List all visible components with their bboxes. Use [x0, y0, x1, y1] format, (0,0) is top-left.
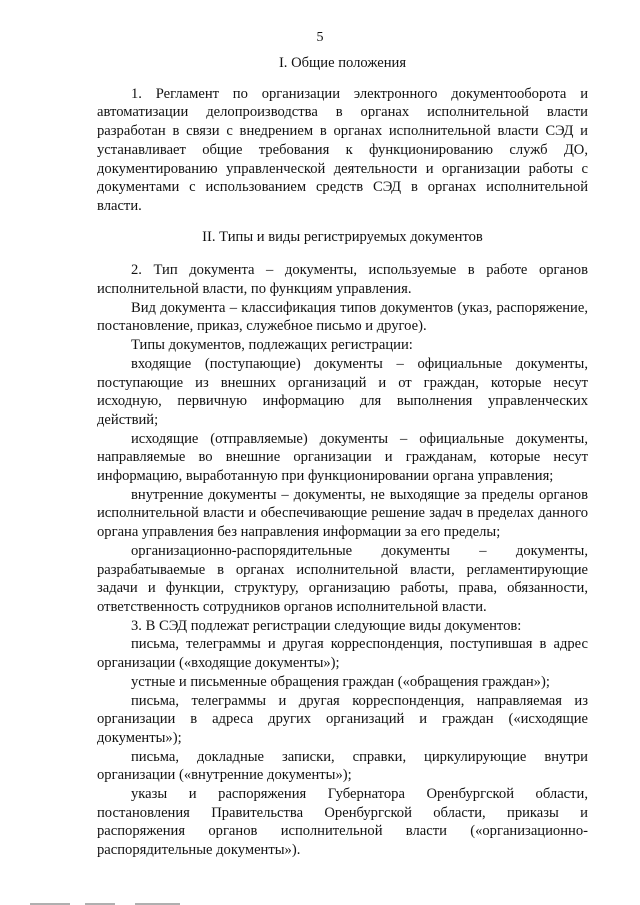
paragraph: 2. Тип документа – документы, используемые в работе органов исполнительной власти, по функциям управления.: [97, 262, 588, 298]
paragraph: письма, докладные записки, справки, циркулирующие внутри организации («внутренние документы»);: [97, 748, 588, 784]
paragraph: исходящие (отправляемые) документы – официальные документы, направляемые во внешние организации и гражданам, которые несут информацию, выработанную при функционировании органа управления;: [97, 430, 588, 485]
paragraph: письма, телеграммы и другая корреспонденция, направляемая из организации в адреса других организаций и граждан («исходящие документы»);: [97, 692, 588, 746]
document-body: [97, 54, 588, 860]
paragraph: Типы документов, подлежащих регистрации:: [131, 337, 413, 354]
scan-edge-artifact: [0, 900, 640, 905]
paragraph: письма, телеграммы и другая корреспонденция, поступившая в адрес организации («входящие документы»);: [97, 636, 588, 672]
paragraph: устные и письменные обращения граждан («обращения граждан»);: [131, 673, 550, 690]
paragraph: 3. В СЭД подлежат регистрации следующие виды документов:: [131, 617, 522, 634]
paragraph: внутренние документы – документы, не выходящие за пределы органов исполнительной власти и обеспечивающие решение задач в пределах данного органа управления без направления информации за его пределы;: [97, 486, 588, 541]
page-number: 5: [316, 30, 324, 45]
paragraph: 1. Регламент по организации электронного документооборота и автоматизации делопроизводства в органах исполнительной власти разработан в связи с внедрением в органах исполнительной власти СЭД и устанавливает общие требования к функционированию служб ДО, документированию управленческой деятельности и организации работы с документами с использованием средств СЭД в органах исполнительной власти.: [97, 85, 588, 214]
paragraph: организационно-распорядительные документы – документы, разрабатываемые в органах исполнительной власти, регламентирующие задачи и функции, структуру, организацию работы, права, обязанности, ответственность сотрудников органов исполнительной власти.: [97, 542, 588, 615]
paragraph: Вид документа – классификация типов документов (указ, распоряжение, постановление, приказ, служебное письмо и другое).: [97, 299, 588, 335]
section-2-heading: II. Типы и виды регистрируемых документов: [202, 228, 483, 245]
paragraph: входящие (поступающие) документы – официальные документы, поступающие из внешних организаций и от граждан, которые несут исходную, первичную информацию для выполнения управленческих действий;: [97, 355, 588, 428]
paragraph: указы и распоряжения Губернатора Оренбургской области, постановления Правительства Оренбургской области, приказы и распоряжения органов исполнительной власти («организационно-распорядительные документы»).: [97, 786, 588, 859]
section-1-heading: I. Общие положения: [278, 55, 407, 71]
